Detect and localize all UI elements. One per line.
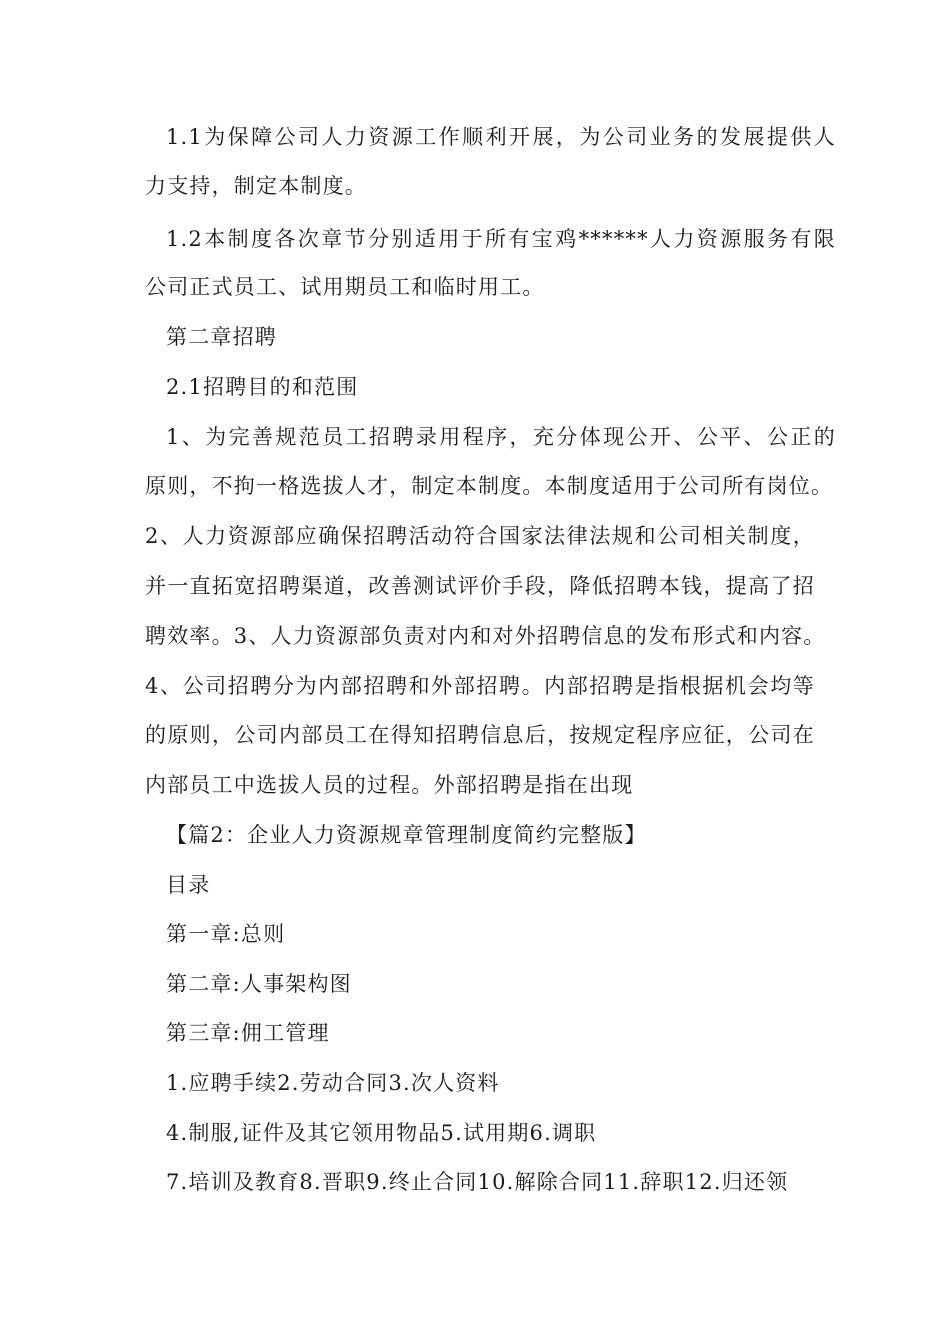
paragraph-line: 并一直拓宽招聘渠道，改善测试评价手段，降低招聘本钱，提高了招 [145, 574, 815, 598]
paragraph-line: 4、公司招聘分为内部招聘和外部招聘。内部招聘是指根据机会均等 [145, 674, 815, 698]
paragraph-line: 原则，不拘一格选拔人才，制定本制度。本制度适用于公司所有岗位。 [145, 474, 834, 498]
toc-item: 第二章:人事架构图 [166, 972, 352, 996]
paragraph-line: 2、人力资源部应确保招聘活动符合国家法律法规和公司相关制度， [145, 524, 815, 548]
section-heading: 2.1招聘目的和范围 [166, 375, 359, 399]
paragraph-line: 聘效率。3、人力资源部负责对内和对外招聘信息的发布形式和内容。 [145, 624, 826, 648]
paragraph-line: 1.1为保障公司人力资源工作顺利开展，为公司业务的发展提供人 [166, 125, 836, 149]
paragraph-line: 的原则，公司内部员工在得知招聘信息后，按规定程序应征，公司在 [145, 723, 815, 747]
toc-item: 第三章:佣工管理 [166, 1021, 330, 1045]
chapter-heading: 第二章招聘 [166, 325, 277, 349]
toc-subitems: 4.制服,证件及其它领用物品5.试用期6.调职 [166, 1121, 597, 1145]
toc-item: 第一章:总则 [166, 922, 286, 946]
toc-subitems: 7.培训及教育8.晋职9.终止合同10.解除合同11.辞职12.归还领 [166, 1170, 789, 1194]
toc-subitems: 1.应聘手续2.劳动合同3.次人资料 [166, 1071, 500, 1095]
paragraph-line: 1、为完善规范员工招聘录用程序，充分体现公开、公平、公正的 [166, 425, 836, 449]
paragraph-line: 公司正式员工、试用期员工和临时用工。 [145, 275, 545, 299]
paragraph-line: 内部员工中选拔人员的过程。外部招聘是指在出现 [145, 773, 634, 797]
paragraph-line: 1.2本制度各次章节分别适用于所有宝鸡******人力资源服务有限 [166, 227, 836, 251]
article-title: 【篇2：企业人力资源规章管理制度简约完整版】 [166, 823, 647, 847]
paragraph-line: 力支持，制定本制度。 [145, 174, 367, 198]
toc-heading: 目录 [166, 873, 211, 897]
